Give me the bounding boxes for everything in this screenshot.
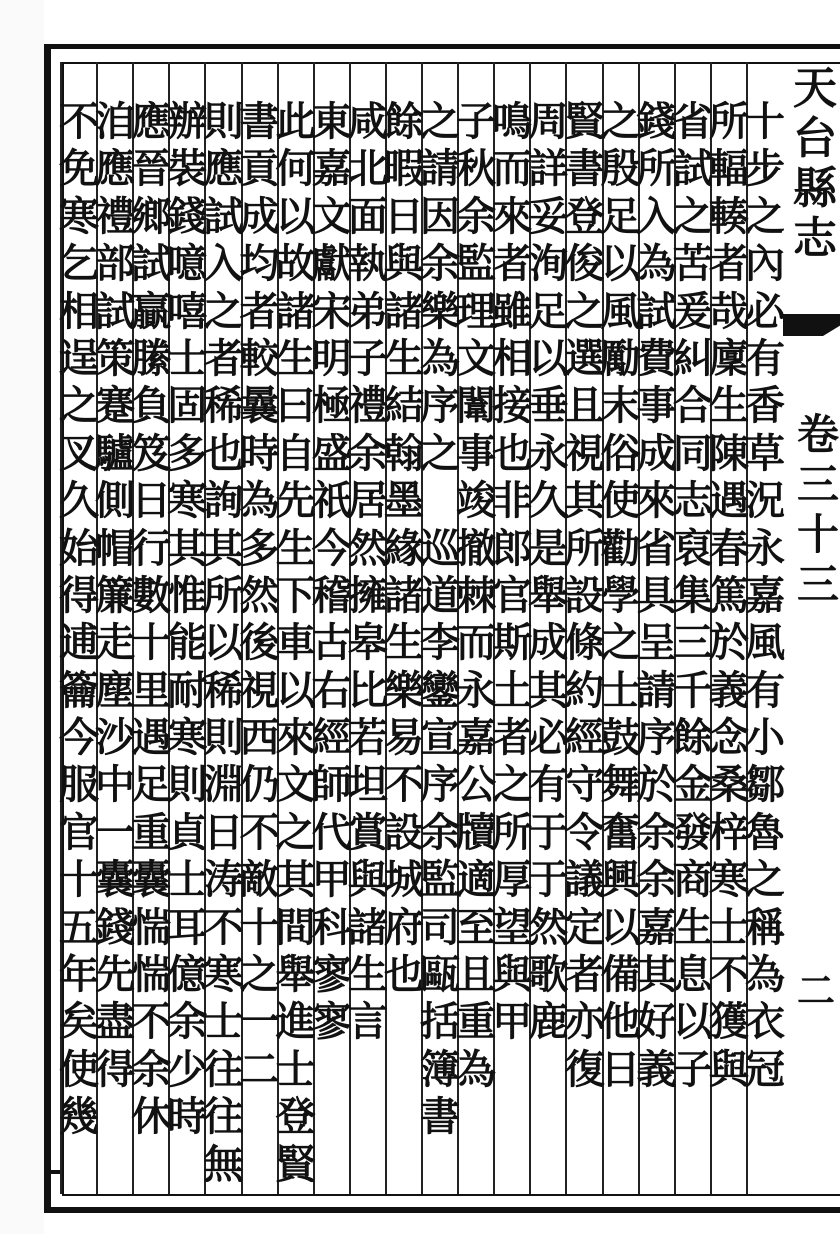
banxin-volume — [797, 410, 840, 610]
text-column: 子 秋 余 監 理 文 闈 事 竣 撤 棘 而 永 嘉 公 牘 適 至 且 重 為 — [456, 98, 497, 1093]
banxin-title-char: 台 — [793, 113, 837, 164]
text-column: 周 詳 妥 洵 足 以 垂 永 久 是 舉 成 其 必 有 于 于 然 歌 鹿 — [528, 98, 569, 1046]
text-column: 不 免 寒 乞 相 逞 之 叉 久 始 得 逋 籥 今 服 官 十 五 年 矣 使 幾 — [59, 98, 100, 1141]
banxin-center-strip — [783, 62, 840, 1194]
text-column: 東 嘉 文 獻 宋 明 極 盛 祇 今 稽 古 右 經 師 代 甲 科 寥 寥 — [311, 98, 352, 1046]
text-column: 鳴 而 來 者 雖 相 接 也 非 郎 官 斯 土 者 之 所 厚 望 與 甲 — [492, 98, 533, 1046]
text-column: 辦 裝 錢 噫 嘻 士 固 多 寒 其 惟 能 耐 寒 則 貞 士 耳 億 余 少 時 — [167, 98, 208, 1141]
text-column: 咸 北 面 執 弟 子 禮 余 居 然 擁 皋 比 若 坦 賞 與 諸 生 言 — [347, 98, 388, 1046]
banxin-title — [793, 64, 840, 264]
text-column: 錢 所 入 為 試 費 事 成 來 省 具 呈 請 序 於 余 余 嘉 其 好 義 — [636, 98, 677, 1093]
text-column: 餘 暇 日 與 諸 生 結 翰 墨 緣 諸 生 樂 易 不 設 城 府 也 — [383, 98, 424, 999]
text-column: 書 貢 成 均 者 較 曩 時 為 多 然 後 視 西 仍 不 敵 十 之 一 二 — [239, 98, 280, 1093]
banxin-page-number: 二 — [797, 968, 836, 1013]
text-column: 則 應 試 入 之 者 稀 也 詢 其 所 以 稀 則 淵 日 涛 不 寒 士 往 往 無 — [203, 98, 244, 1188]
text-column: 省 試 之 苦 爰 糾 合 同 志 裒 集 三 千 餘 金 發 商 生 息 以 子 — [672, 98, 713, 1093]
banxin-volume-char: 三 — [797, 460, 840, 509]
scan-margin — [0, 0, 44, 1234]
text-column: 賢 書 登 俊 之 選 且 視 其 所 設 條 約 經 守 令 議 定 者 亦 復 — [564, 98, 605, 1093]
banxin-title-char: 志 — [793, 213, 837, 264]
banxin-volume-char: 十 — [797, 510, 840, 559]
text-column: 所 輻 輳 者 哉 廩 生 陳 遇 春 篤 於 義 念 桑 梓 寒 士 不 獲 與 — [708, 98, 749, 1093]
fishtail-mark — [783, 314, 840, 336]
banxin-volume-char: 卷 — [797, 410, 840, 459]
banxin-title-char: 天 — [793, 63, 837, 114]
banxin-volume-char: 三 — [797, 560, 840, 609]
text-column: 洎 應 禮 部 試 策 蹇 驢 側 帽 簾 走 塵 沙 中 一 囊 錢 先 盡 得 — [95, 98, 136, 1093]
text-column: 之 請 因 余 樂 為 序 之 巡 道 李 鑾 宣 序 余 監 司 甌 括 簿 書 — [420, 98, 461, 1141]
text-column: 此 何 以 故 諸 生 曰 自 先 生 下 車 以 來 文 之 其 間 舉 進 士 登 賢 — [275, 98, 316, 1188]
banxin-title-char: 縣 — [793, 163, 837, 214]
text-column: 之 殷 足 以 風 勵 末 俗 使 勸 學 之 士 鼓 舞 奮 興 以 備 他 日 — [600, 98, 641, 1093]
text-column: 十 步 之 內 必 有 香 草 況 永 嘉 風 有 小 鄒 魯 之 稱 為 衣 冠 — [744, 98, 785, 1093]
text-column: 應 晉 鄉 試 贏 縢 負 笈 日 行 數 十 里 遇 足 重 囊 惴 惴 不 余 休 — [131, 98, 172, 1141]
